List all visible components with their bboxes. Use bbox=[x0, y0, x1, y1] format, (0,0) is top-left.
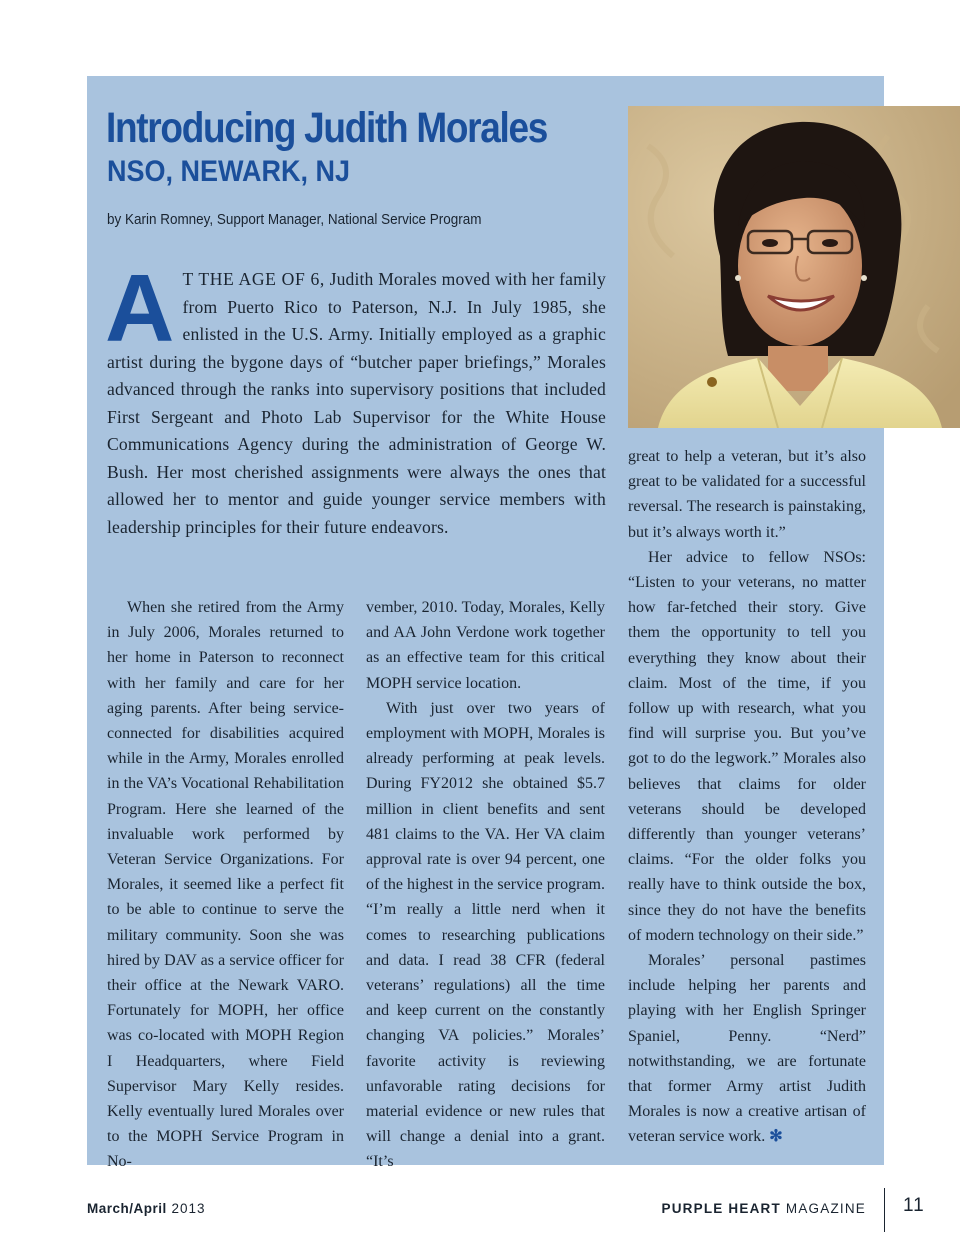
portrait-illustration bbox=[628, 106, 960, 428]
article-title: Introducing Judith Morales bbox=[106, 104, 548, 152]
magazine-name-bold: PURPLE HEART bbox=[661, 1201, 781, 1216]
body-paragraph: Her advice to fellow NSOs: “Listen to your veterans, no matter how far-fetched their story. Give them the opportunity to tell you everything they know about their claim. Most of the time, if you follow up with research, what you find will surprise you. But you’ve got to do the legwork.” Morales also believes that claims for older veterans should be developed differently than younger veterans’ claims. “For the older folks you really have to think outside the box, since they do not have the benefits of modern technology on their side.” bbox=[628, 548, 866, 944]
closing-text: Morales’ personal pastimes include helping her parents and playing with her English Springer Spaniel, Penny. “Nerd” notwithstanding, we are fortunate that former Army artist Judith Morales is now a creative artisan of veteran service work. bbox=[628, 952, 866, 1146]
body-column-2 bbox=[366, 595, 605, 1175]
drop-cap: A bbox=[105, 255, 175, 362]
body-paragraph: vember, 2010. Today, Morales, Kelly and AA John Verdone work together as an effective team for this critical MOPH service location. bbox=[366, 599, 605, 692]
page-number: 11 bbox=[903, 1195, 925, 1216]
body-column-1 bbox=[107, 595, 344, 1175]
end-mark-icon: ✻ bbox=[769, 1128, 783, 1146]
portrait-photo bbox=[628, 106, 960, 428]
article-subtitle: NSO, NEWARK, NJ bbox=[107, 155, 351, 188]
lead-small-caps: T THE AGE OF 6, bbox=[182, 269, 325, 289]
lead-text: Judith Morales moved with her family from Puerto Rico to Paterson, N.J. In July 1985, she enlisted in the U.S. Army. Initially employed as a graphic artist during the bygone days of “butcher paper briefings,” Morales advanced through the ranks into supervisory positions that included First Sergeant and Photo Lab Supervisor for the White House Communications Agency during the administration of George W. Bush. Her most cherished assignments were always the ones that allowed her to mentor and guide younger service members with leadership principles for their future endeavors. bbox=[107, 269, 606, 537]
body-paragraph: When she retired from the Army in July 2006, Morales returned to her home in Paterson to reconnect with her family and care for her aging parents. After being service-connected for disabilities acquired while in the Army, Morales enrolled in the VA’s Vocational Rehabilitation Program. Here she learned of the invaluable work performed by Veteran Service Organizations. For Morales, it seemed like a perfect fit to be able to continue to serve the military community. Soon she was hired by DAV as a service officer for their office at the Newark VARO. Fortunately for MOPH, her office was co-located with MOPH Region I Headquarters, where Field Supervisor Mary Kelly resides. Kelly eventually lured Morales over to the MOPH Service Program in No- bbox=[107, 599, 344, 1171]
body-column-3 bbox=[628, 444, 866, 1150]
issue-month: March/April bbox=[87, 1201, 167, 1216]
byline: by Karin Romney, Support Manager, National Service Program bbox=[107, 212, 482, 228]
footer-divider bbox=[884, 1188, 885, 1232]
issue-date bbox=[87, 1201, 206, 1216]
issue-year: 2013 bbox=[171, 1201, 206, 1216]
body-paragraph: great to help a veteran, but it’s also great to be validated for a successful reversal. The research is painstaking, but it’s always worth it.” bbox=[628, 448, 866, 541]
magazine-name bbox=[662, 1201, 866, 1216]
magazine-name-rest: MAGAZINE bbox=[785, 1201, 866, 1216]
body-paragraph: With just over two years of employment with MOPH, Morales is already performing at peak levels. During FY2012 she obtained $5.7 million in client benefits and sent 481 claims to the VA. Her VA claim approval rate is over 94 percent, one of the highest in the service program. “I’m really a little nerd when it comes to researching publications and data. I read 38 CFR (federal veterans’ regulations) all the time and keep current on the constantly changing VA policies.” Morales’ favorite activity is reviewing unfavorable rating decisions for material evidence or new rules that will change a denial into a grant. “It’s bbox=[366, 699, 605, 1171]
body-paragraph bbox=[628, 948, 866, 1150]
lead-paragraph bbox=[105, 255, 606, 541]
